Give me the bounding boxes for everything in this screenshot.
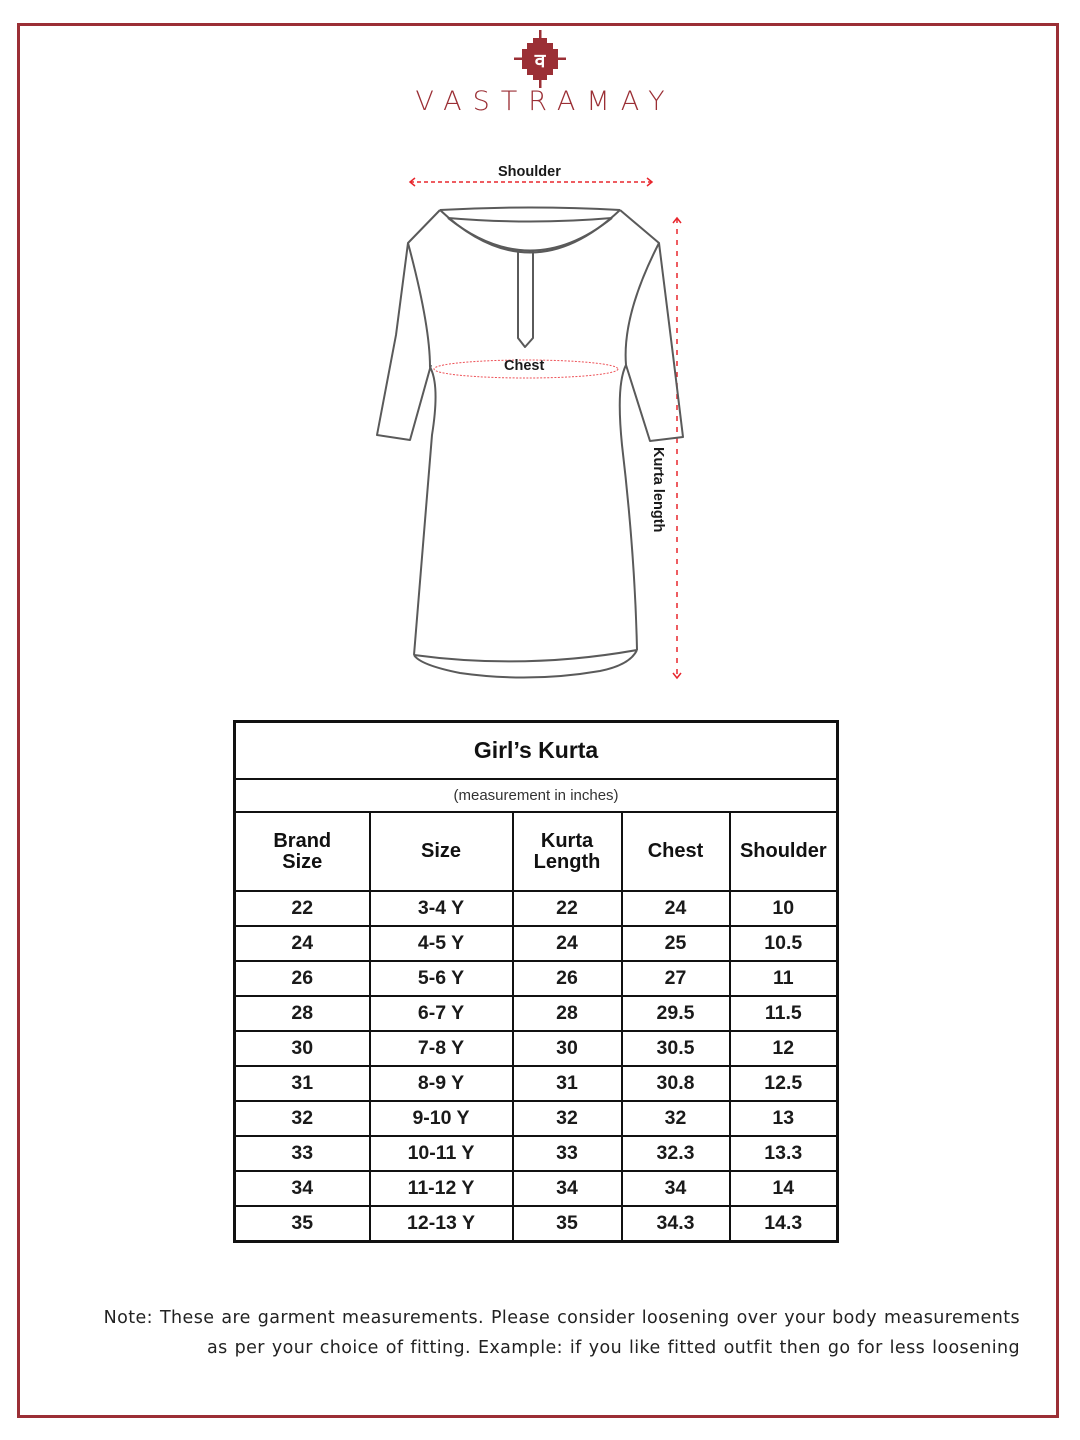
cell-size: 7-8 Y — [370, 1031, 513, 1066]
column-header-chest: Chest — [622, 812, 730, 891]
table-row — [235, 1066, 838, 1101]
cell-chest: 34.3 — [622, 1206, 730, 1242]
fit-note-line-2: as per your choice of fitting. Example: if you like fitted outfit then go for less loosening — [207, 1338, 1020, 1358]
cell-shoulder: 12.5 — [730, 1066, 838, 1101]
table-row — [235, 1206, 838, 1242]
table-row — [235, 891, 838, 926]
cell-brand-size: 30 — [235, 1031, 370, 1066]
cell-size: 12-13 Y — [370, 1206, 513, 1242]
table-title-row — [235, 722, 838, 780]
cell-shoulder: 14.3 — [730, 1206, 838, 1242]
cell-chest: 30.5 — [622, 1031, 730, 1066]
cell-brand-size: 22 — [235, 891, 370, 926]
table-row — [235, 1136, 838, 1171]
fit-note-line-1: Note: These are garment measurements. Please consider loosening over your body measurements — [103, 1308, 1020, 1328]
cell-size: 10-11 Y — [370, 1136, 513, 1171]
cell-brand-size: 28 — [235, 996, 370, 1031]
cell-brand-size: 35 — [235, 1206, 370, 1242]
cell-kurta-length: 34 — [513, 1171, 622, 1206]
cell-shoulder: 10 — [730, 891, 838, 926]
table-header-row — [235, 812, 838, 891]
column-header-kurta-length: Kurta Length — [513, 812, 622, 891]
cell-kurta-length: 26 — [513, 961, 622, 996]
table-title: Girl’s Kurta — [235, 722, 838, 780]
cell-kurta-length: 31 — [513, 1066, 622, 1101]
fit-note — [40, 1303, 1020, 1363]
logo-glyph: व — [534, 50, 546, 72]
table-row — [235, 961, 838, 996]
table-row — [235, 996, 838, 1031]
kurta-outline — [377, 208, 683, 678]
column-header-brand-size: Brand Size — [235, 812, 370, 891]
cell-chest: 29.5 — [622, 996, 730, 1031]
cell-kurta-length: 28 — [513, 996, 622, 1031]
cell-brand-size: 32 — [235, 1101, 370, 1136]
cell-size: 8-9 Y — [370, 1066, 513, 1101]
cell-shoulder: 13.3 — [730, 1136, 838, 1171]
cell-kurta-length: 35 — [513, 1206, 622, 1242]
kurta-length-label: Kurta length — [650, 447, 666, 533]
cell-size: 11-12 Y — [370, 1171, 513, 1206]
cell-size: 5-6 Y — [370, 961, 513, 996]
cell-shoulder: 13 — [730, 1101, 838, 1136]
cell-kurta-length: 30 — [513, 1031, 622, 1066]
cell-chest: 24 — [622, 891, 730, 926]
cell-size: 4-5 Y — [370, 926, 513, 961]
cell-shoulder: 11 — [730, 961, 838, 996]
cell-chest: 30.8 — [622, 1066, 730, 1101]
table-row — [235, 1101, 838, 1136]
cell-shoulder: 11.5 — [730, 996, 838, 1031]
cell-kurta-length: 22 — [513, 891, 622, 926]
cell-kurta-length: 33 — [513, 1136, 622, 1171]
cell-size: 6-7 Y — [370, 996, 513, 1031]
cell-shoulder: 10.5 — [730, 926, 838, 961]
cell-brand-size: 26 — [235, 961, 370, 996]
table-row — [235, 1031, 838, 1066]
cell-kurta-length: 24 — [513, 926, 622, 961]
cell-kurta-length: 32 — [513, 1101, 622, 1136]
table-subtitle: (measurement in inches) — [235, 779, 838, 812]
cell-size: 3-4 Y — [370, 891, 513, 926]
table-subtitle-row — [235, 779, 838, 812]
cell-brand-size: 24 — [235, 926, 370, 961]
cell-chest: 25 — [622, 926, 730, 961]
column-header-shoulder: Shoulder — [730, 812, 838, 891]
cell-chest: 32 — [622, 1101, 730, 1136]
cell-chest: 27 — [622, 961, 730, 996]
stepped-diamond-logo-icon — [514, 30, 566, 88]
length-measure-arrow — [673, 218, 681, 678]
cell-brand-size: 34 — [235, 1171, 370, 1206]
cell-shoulder: 12 — [730, 1031, 838, 1066]
table-row — [235, 1171, 838, 1206]
size-chart-table — [233, 720, 839, 1243]
cell-size: 9-10 Y — [370, 1101, 513, 1136]
cell-chest: 34 — [622, 1171, 730, 1206]
chest-label: Chest — [504, 358, 545, 374]
column-header-size: Size — [370, 812, 513, 891]
cell-chest: 32.3 — [622, 1136, 730, 1171]
table-row — [235, 926, 838, 961]
shoulder-label: Shoulder — [498, 164, 561, 180]
kurta-diagram — [360, 155, 720, 700]
cell-brand-size: 33 — [235, 1136, 370, 1171]
cell-shoulder: 14 — [730, 1171, 838, 1206]
cell-brand-size: 31 — [235, 1066, 370, 1101]
brand-name: VASTRAMAY — [415, 86, 676, 117]
